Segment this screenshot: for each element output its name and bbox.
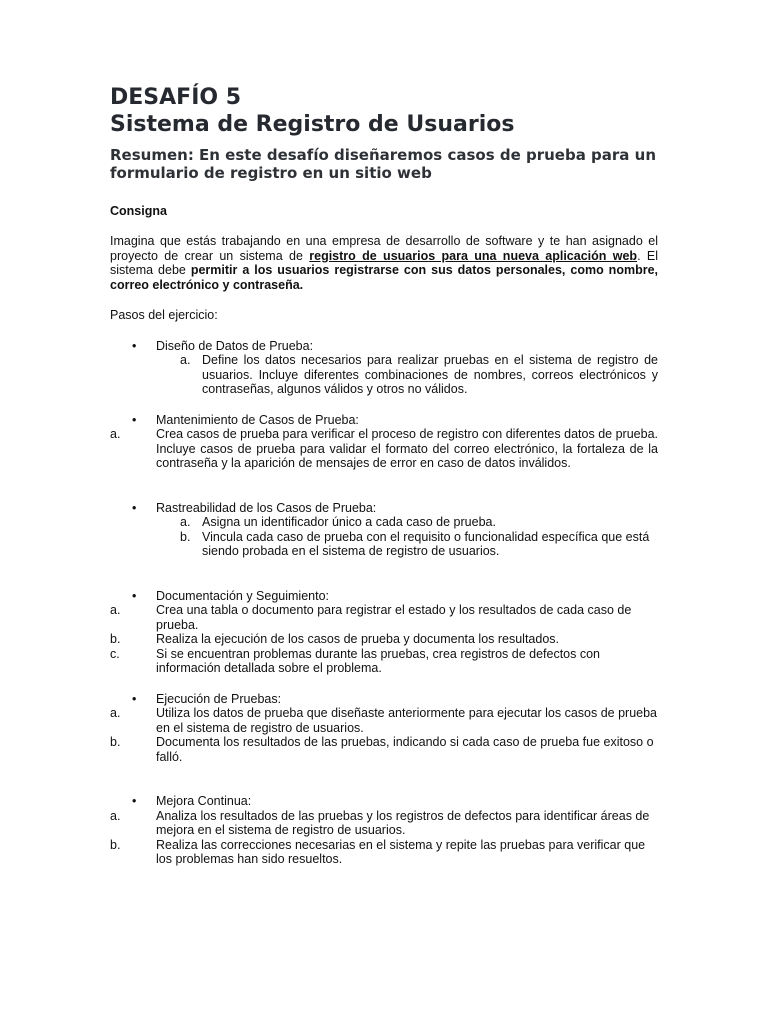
list-item-text: Utiliza los datos de prueba que diseñaste anteriormente para ejecutar los casos de prueba en el sistema de registro de usuarios. [156, 706, 658, 735]
section-ejecucion [110, 692, 658, 765]
list-item-text: Analiza los resultados de las pruebas y los registros de defectos para identificar áreas de mejora en el sistema de registro de usuarios. [156, 808, 650, 837]
list-marker: c. [110, 646, 120, 661]
list-marker: a. [110, 603, 121, 617]
list-item-text: Asigna un identificador único a cada caso de prueba. [202, 515, 496, 529]
list-item [110, 647, 658, 676]
list-item-text: Documenta los resultados de las pruebas, indicando si cada caso de prueba fue exitoso o falló. [156, 735, 654, 764]
intro-text-1: Imagina que estás trabajando en una empresa de desarrollo de software y te han asignado el proyecto de crear un sistema de [110, 234, 658, 263]
list-item-text: Realiza la ejecución de los casos de prueba y documenta los resultados. [156, 632, 560, 646]
intro-bold-text: permitir a los usuarios registrarse con sus datos personales, como nombre, correo electrónico y contraseña. [110, 263, 658, 292]
summary-heading: Resumen: En este desafío diseñaremos casos de prueba para un formulario de registro en un sitio web [110, 146, 656, 182]
list-marker: b. [110, 632, 121, 646]
list-item [110, 706, 658, 735]
section-title: • Rastreabilidad de los Casos de Prueba: [110, 501, 658, 516]
list-item [110, 632, 658, 647]
list-item-text: Crea casos de prueba para verificar el proceso de registro con diferentes datos de prueba. Incluye casos de prueba para validar el formato del correo electrónico, la fortaleza de la contraseña y la aparición de mensajes de error en caso de datos inválidos. [156, 427, 658, 470]
list-item [110, 427, 658, 471]
document-content [110, 84, 658, 867]
list-marker: a. [180, 515, 191, 529]
list-item [110, 735, 658, 764]
section-title: • Ejecución de Pruebas: [110, 692, 658, 707]
list-marker: b. [110, 837, 121, 852]
list-item [110, 838, 658, 867]
page-title [110, 84, 658, 138]
list-item [110, 515, 658, 530]
list-marker: b. [180, 529, 191, 544]
list-item [110, 603, 658, 632]
list-item [110, 353, 658, 397]
section-documentacion [110, 589, 658, 676]
section-mejora [110, 794, 658, 867]
list-item-text: Crea una tabla o documento para registrar el estado y los resultados de cada caso de prueba. [156, 603, 632, 632]
section-rastreabilidad [110, 501, 658, 559]
title-line-1: DESAFÍO 5 [110, 85, 242, 110]
section-title: • Mantenimiento de Casos de Prueba: [110, 413, 658, 428]
list-marker: a. [110, 706, 121, 720]
title-line-2: Sistema de Registro de Usuarios [110, 112, 515, 137]
intro-text-2: . El sistema debe [110, 248, 658, 277]
list-marker: b. [110, 735, 121, 749]
section-title: • Diseño de Datos de Prueba: [110, 339, 658, 354]
list-item-text: Realiza las correcciones necesarias en el sistema y repite las pruebas para verificar que los problemas han sido resueltos. [156, 837, 646, 866]
list-marker: a. [110, 808, 121, 823]
section-title: • Documentación y Seguimiento: [110, 589, 658, 604]
list-item-text: Define los datos necesarios para realizar pruebas en el sistema de registro de usuarios. Incluye diferentes combinaciones de nombres, correos electrónicos y contraseñas, algunos válidos y otros no válidos. [202, 353, 658, 396]
list-item-text: Si se encuentran problemas durante las pruebas, crea registros de defectos con información detallada sobre el problema. [156, 646, 601, 675]
consigna-heading: Consigna [110, 204, 167, 218]
section-mantenimiento [110, 413, 658, 471]
section-datos-prueba [110, 339, 658, 397]
intro-link-text: registro de usuarios para una nueva aplicación web [309, 248, 638, 263]
list-marker: a. [110, 427, 121, 441]
section-title: • Mejora Continua: [110, 794, 658, 809]
list-item [110, 530, 658, 559]
steps-intro: Pasos del ejercicio: [110, 308, 218, 322]
list-item [110, 809, 658, 838]
intro-paragraph [110, 234, 658, 292]
list-marker: a. [180, 353, 191, 367]
list-item-text: Vincula cada caso de prueba con el requisito o funcionalidad específica que está siendo probada en el sistema de registro de usuarios. [202, 529, 650, 558]
